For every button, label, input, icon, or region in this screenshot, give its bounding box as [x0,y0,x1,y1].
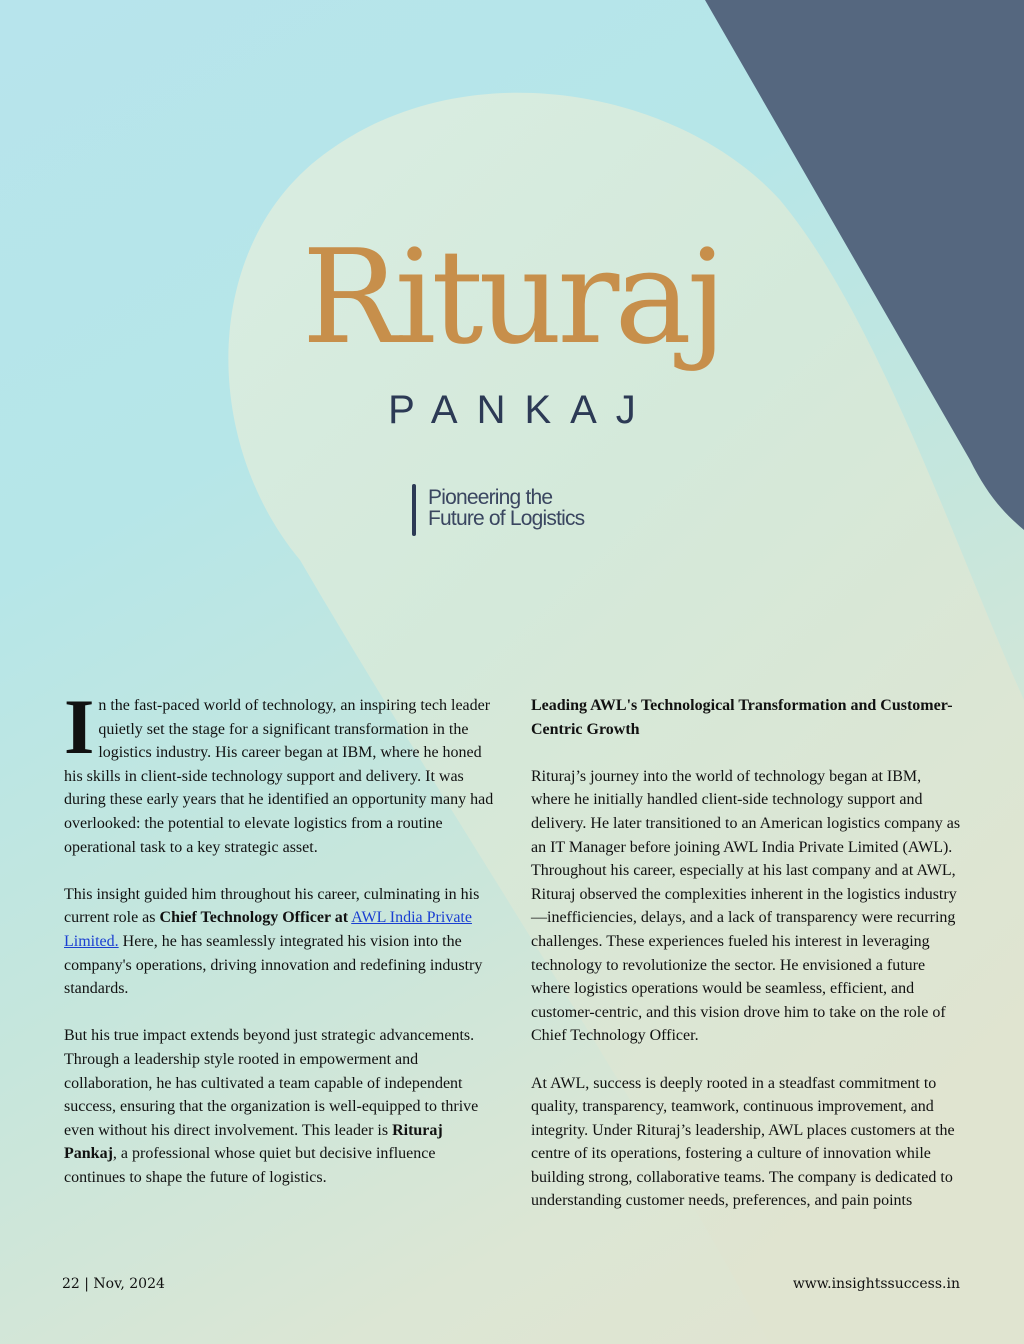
right-column [531,694,963,1237]
tagline-line-1: Pioneering the [428,486,553,509]
intro-text: n the fast-paced world of technology, an inspiring tech leader quietly set the stage for a significant transformation in the logistics industry. His career began at IBM, where he honed his skills in client-side technology support and delivery. It was during these early years that he identified an opportunity many had overlooked: the potential to elevate logistics from a routine operational task to a key strategic asset. [64,697,494,856]
paragraph-3-text-b: , a professional whose quiet but decisive influence continues to shape the future of logistics. [64,1145,436,1186]
section-heading-text: Leading AWL's Technological Transformation and Customer-Centric Growth [531,697,953,738]
paragraph-2-text-a: This insight guided him throughout his career, culminating in his current role as [64,885,480,927]
page-number: 22 | Nov, 2024 [62,1276,165,1292]
right-paragraph-1: Rituraj’s journey into the world of technology began at IBM, where he initially handled client-side technology support and delivery. He later transitioned to an American logistics company as an IT Manager before joining AWL India Private Limited (AWL). Throughout his career, especially at his last company and at AWL, Rituraj observed the complexities inherent in the logistics industry—inefficiencies, delays, and a lack of transparency were recurring challenges. These experiences fueled his interest in leveraging technology to revolutionize the sector. He envisioned a future where logistics operations would be seamless, efficient, and customer-centric, and this vision drove him to take on the role of Chief Technology Officer. [531,767,961,1045]
paragraph-3 [64,1024,494,1189]
intro-paragraph [64,683,494,859]
drop-cap: I [64,683,95,770]
tagline-divider [412,484,416,536]
paragraph-3-text-a: But his true impact extends beyond just strategic advancements. Through a leadership style rooted in empowerment and collaboration, he has cultivated a team capable of independent success, ensuring that the organization is well-equipped to thrive even without his direct involvement. This leader is [64,1027,479,1139]
website-url: www.insightssuccess.in [792,1276,960,1292]
paragraph-2-text-b: Here, he has seamlessly integrated his vision into the company's operations, driving innovation and redefining industry standards. [64,932,483,998]
role-bold: Chief Technology Officer at [159,909,349,927]
name-bold: Rituraj Pankaj [64,1121,443,1163]
right-paragraph-2: At AWL, success is deeply rooted in a steadfast commitment to quality, transparency, teamwork, continuous improvement, and integrity. Under Rituraj’s leadership, AWL places customers at the centre of its operations, fostering a culture of innovation while building strong, collaborative teams. The company is dedicated to understanding customer needs, preferences, and pain points [531,1074,955,1210]
tagline [428,487,584,529]
left-column [64,683,494,1213]
name-last: PANKAJ [388,388,655,432]
section-heading [531,694,963,741]
name-first: Rituraj [301,221,723,373]
tagline-line-2: Future of Logistics [428,507,585,530]
awl-link[interactable]: AWL India Private Limited. [64,909,472,950]
paragraph-2 [64,883,494,1001]
